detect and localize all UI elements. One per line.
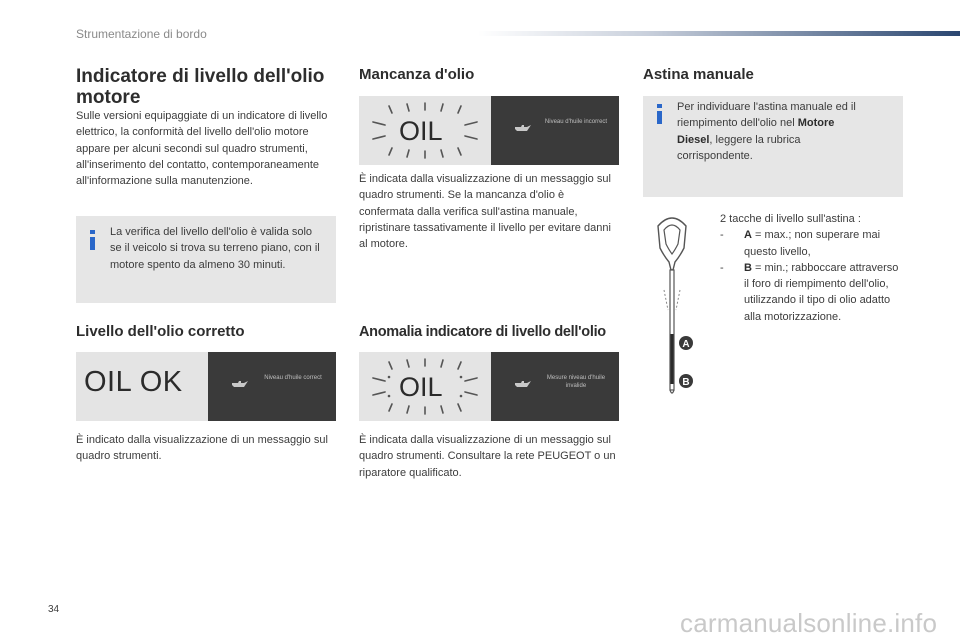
lack-oil-text: È indicata dalla visualizzazione di un messaggio sul quadro strumenti. Se la mancanza d'olio è confermata dalla verifica sull'astina manuale, ripristinare tassativamente il livello per evitare danni al motore. [359,173,611,251]
intro-paragraph: Sulle versioni equipaggiate di un indicatore di livello elettrico, la conformità del livello dell'olio motore appare per alcuni secondi sul quadro strumenti, all'inserimento del contatto, contemporaneamente all'informazione sulla manutenzione. [76,110,328,188]
header-bar [478,31,960,36]
mark-a-label: A [682,339,690,350]
fault-message: Mesure niveau d'huile invalide [546,375,606,389]
oil-label: OIL [399,116,443,146]
dipstick-info-text: Per individuare l'astina manuale ed il riempimento dell'olio nel Motore Diesel, leggere la rubrica corrispondente. [677,101,856,162]
oil-can-icon [230,378,250,390]
list-item-b: - B = min.; rabboccare attraverso il foro di riempimento dell'olio, utilizzando il tipo di olio adatto alla motorizzazione. [720,261,899,323]
oil-can-icon [513,122,533,134]
correct-level-title: Livello dell'olio corretto [76,323,245,340]
correct-message: Niveau d'huile correct [264,375,322,381]
lack-message: Niveau d'huile incorrect [544,119,608,125]
oil-ok-label: OIL OK [84,366,183,398]
main-title: Indicatore di livello dell'olio motore [76,66,325,108]
page-number: 34 [48,604,60,615]
correct-message-screen [208,352,336,421]
fault-title: Anomalia indicatore di livello dell'olio [359,324,606,340]
oil-warning-screen [359,96,491,165]
dipstick-title: Astina manuale [643,66,754,83]
info-icon [657,104,662,124]
list-item-a: - A = max.; non superare mai questo livello, [720,229,881,258]
lack-message-screen [491,96,619,165]
dipstick-intro: 2 tacche di livello sull'astina : [720,213,861,225]
fault-message-screen [491,352,619,421]
oil-ok-screen [76,352,208,421]
correct-level-text: È indicato dalla visualizzazione di un messaggio sul quadro strumenti. [76,434,328,463]
oil-can-icon [513,378,533,390]
lack-oil-display [359,96,619,165]
dipstick-illustration [640,212,704,398]
correct-level-display [76,352,336,421]
watermark: carmanualsonline.info [680,608,938,638]
oil-fault-screen [359,352,491,421]
info-box-level-check [76,216,336,303]
info-icon [90,230,95,250]
mark-b-label: B [682,377,690,388]
info-box-dipstick [643,96,903,197]
dipstick-description [720,211,902,325]
section-header: Strumentazione di bordo [76,27,207,41]
dipstick-marks-list [720,227,902,325]
fault-text: È indicata dalla visualizzazione di un messaggio sul quadro strumenti. Consultare la rete PEUGEOT o un riparatore qualificato. [359,434,616,479]
oil-label: OIL [399,372,443,402]
fault-display [359,352,619,421]
lack-oil-title: Mancanza d'olio [359,66,475,83]
info-text: La verifica del livello dell'olio è valida solo se il veicolo si trova su terreno piano, con il motore spento da almeno 30 minuti. [110,226,320,271]
